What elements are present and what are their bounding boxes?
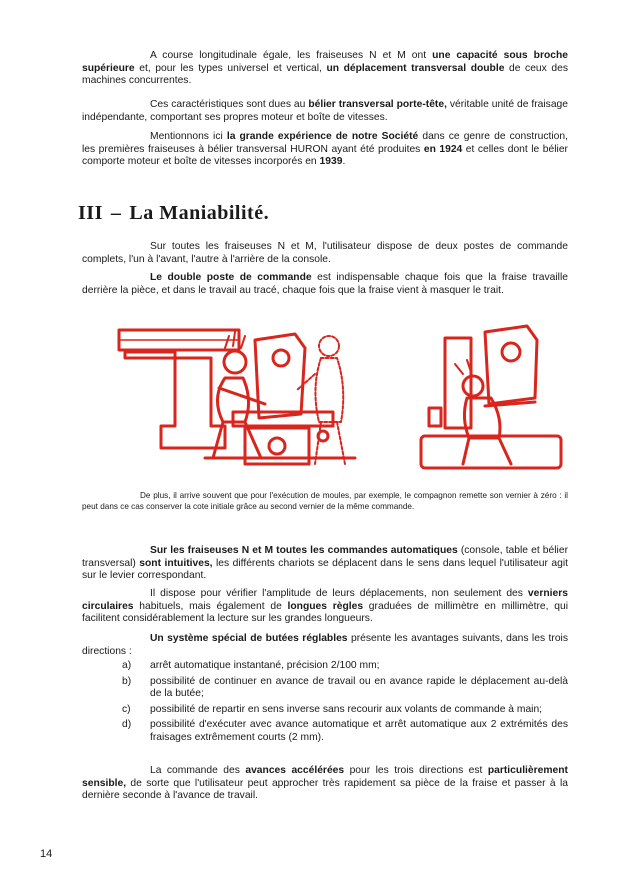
list-item [82, 676, 568, 701]
bold-text: bélier transversal porte-tête, [308, 99, 447, 110]
text: La commande des [150, 765, 246, 776]
text: de sorte que l'utilisateur peut approcher très rapidement sa pièce de la fraise et passer à la dernière seconde à l'avance de travail. [82, 777, 568, 802]
illustration-rear-operator [415, 318, 565, 476]
text: A course longitudinale égale, les fraiseuses N et M ont [150, 50, 433, 61]
paragraph-experience [82, 131, 568, 169]
paragraph-capacity [82, 50, 568, 88]
bold-text: Le double poste de commande [150, 272, 312, 283]
paragraph-stops [82, 633, 568, 658]
text: graduées de millimètre en millimètre, qui facilitent considérablement la lecture sur les grandes longueurs. [82, 600, 568, 625]
text: véritable unité de fraisage indépendante, comportant ses propres moteur et boîte de vitesses. [82, 99, 569, 123]
bold-text: un déplacement transversal double [326, 62, 505, 74]
bold-text: verniers circulaires [82, 588, 568, 612]
machine-base [421, 436, 561, 468]
bold-text: en 1924 [423, 143, 463, 155]
bold-text: particulièrement sensible, [82, 765, 568, 789]
list-item [82, 660, 568, 673]
text: pour les trois directions est [344, 765, 488, 776]
list-label: b) [122, 675, 132, 687]
text: Il dispose pour vérifier l'amplitude de leurs déplacements, non seulement des [150, 588, 528, 599]
text: de ceux des machines concurrentes. [82, 62, 568, 87]
list-label: a) [122, 660, 132, 671]
paragraph-automatic-controls [82, 545, 568, 583]
text: (console, table et bélier transversal) [82, 545, 568, 569]
illustration-front-operator [115, 318, 377, 476]
text: . [342, 156, 346, 168]
list-item [82, 704, 568, 717]
bold-text: Sur les fraiseuses N et M toutes les commandes automatiques [150, 545, 458, 556]
list-text: arrêt automatique instantané, précision 2/100 mm; [150, 660, 380, 671]
machine-head [255, 334, 305, 418]
section-title: La Maniabilité. [129, 202, 270, 224]
text: dans ce genre de construction, les premières fraiseuses à bélier transversal HURON ayant été produites [82, 131, 568, 155]
machine-head [485, 326, 537, 404]
section-number: III [78, 202, 103, 224]
list-text: possibilité d'exécuter avec avance automatique et arrêt automatique aux 2 extrémités des fraisages extrêmement courts (2 mm). [150, 719, 568, 743]
list-text: possibilité de repartir en sens inverse sans recourir aux volants de commande à main; [150, 703, 543, 715]
bold-text: longues règles [287, 600, 364, 612]
paragraph-double-control [82, 272, 568, 297]
section-separator: – [110, 202, 122, 224]
machine-column [161, 358, 225, 448]
bold-text: une capacité sous broche supérieure [82, 50, 568, 74]
section-heading [78, 202, 269, 225]
page-number: 14 [40, 848, 53, 860]
text: habituels, mais également de [133, 600, 288, 612]
paragraph-belier [82, 99, 568, 124]
illustration-caption: De plus, il arrive souvent que pour l'exécution de moules, par exemple, le compagnon remette son vernier à zéro : il peut dans ce cas conserver la cote initiale grâce au second vernier de la même commande. [82, 491, 568, 511]
machine-column [445, 338, 471, 428]
bold-text: avances accélérées [245, 765, 345, 776]
text: et celles dont le bélier comporte moteur et boîte de vitesses incorporés en [82, 143, 568, 168]
text: est indispensable chaque fois que la fraise travaille derrière la pièce, et dans le travail au tracé, chaque fois que la fraise vient à masquer le trait. [82, 272, 568, 296]
list-label: c) [122, 703, 131, 715]
advantages-list [82, 660, 568, 748]
text: présente les avantages suivants, dans les trois directions : [82, 633, 568, 657]
bold-text: sont intuitives, [139, 557, 213, 569]
list-item [82, 719, 568, 744]
list-text: possibilité de continuer en avance de travail ou en avance rapide le déplacement au-delà de la butée; [150, 675, 568, 700]
text: Ces caractéristiques sont dues au [150, 99, 309, 110]
bold-text: Un système spécial de butées réglables [150, 633, 348, 644]
paragraph-two-stations: Sur toutes les fraiseuses N et M, l'utilisateur dispose de deux postes de commande complets, l'un à l'avant, l'autre à l'arrière de la console. [82, 241, 568, 265]
list-label: d) [122, 719, 132, 731]
text: et, pour les types universel et vertical, [134, 62, 327, 74]
operator-figure [463, 376, 483, 396]
paragraph-verniers [82, 588, 568, 626]
text: les différents chariots se déplacent dans le sens dans lequel l'utilisateur agit sur le levier correspondant. [82, 557, 568, 582]
bold-text: la grande expérience de notre Société [226, 131, 419, 142]
bold-text: 1939 [319, 156, 343, 168]
paragraph-rapid-feeds [82, 765, 568, 803]
operator-figure [224, 351, 246, 373]
text: Mentionnons ici [150, 131, 227, 142]
